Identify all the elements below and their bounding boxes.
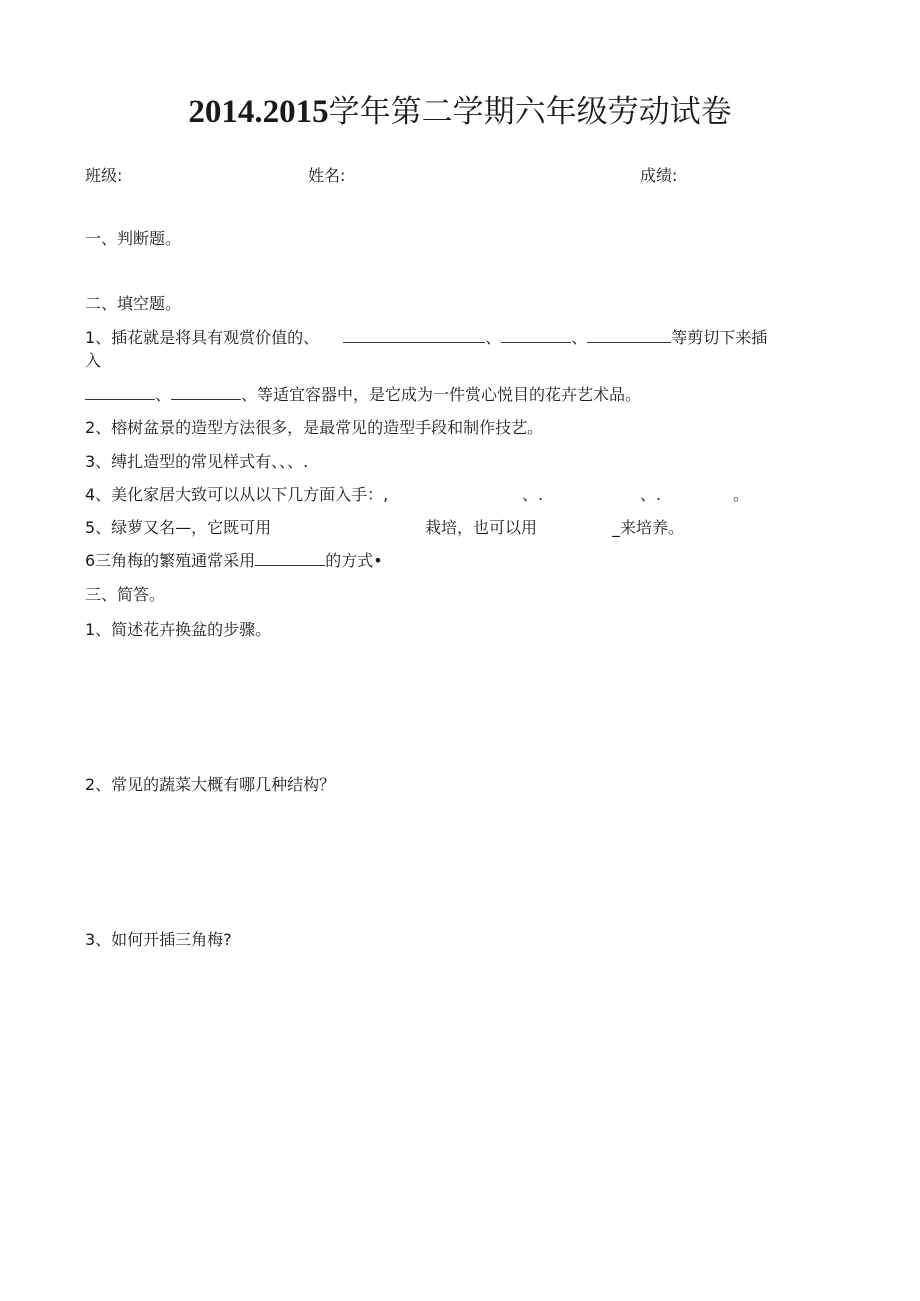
page-title: [0, 86, 920, 131]
fill-question-5: 5、绿萝又名—，它既可用: [85, 518, 272, 537]
section-judgement-heading: 一、判断题。: [85, 229, 182, 248]
section-short-answer-heading: 三、简答。: [85, 585, 166, 604]
section-fill-heading: 二、填空题。: [85, 294, 182, 313]
fill-question-1-continued: 、 、等适宜容器中，是它成为一件赏心悦目的花卉艺术品。: [85, 385, 641, 405]
fill-blank[interactable]: [255, 551, 325, 566]
short-answer-question-1: 1、简述花卉换盆的步骤。: [85, 620, 272, 639]
fill-blank[interactable]: [85, 385, 155, 400]
short-answer-question-3: 3、如何开插三角梅?: [85, 930, 232, 949]
fill-question-4-end: 。: [733, 485, 750, 504]
title-text: 学年第二学期六年级劳动试卷: [328, 94, 732, 130]
fill-question-3: 3、缚扎造型的常见样式有、、、.: [85, 452, 309, 471]
short-answer-question-2: 2、常见的蔬菜大概有哪几种结构？: [85, 775, 336, 794]
class-label: 班级:: [85, 166, 123, 185]
fill-question-5-end: _来培养。: [612, 518, 685, 537]
fill-blank[interactable]: [587, 328, 671, 343]
title-year: 2014.2015: [188, 94, 329, 130]
fill-blank[interactable]: [343, 328, 485, 343]
fill-question-5-mid: 栽培，也可以用: [425, 518, 538, 537]
score-label: 成绩:: [640, 166, 678, 185]
fill-question-4-sep-1: 、.: [522, 485, 544, 504]
fill-question-4-sep-2: 、.: [640, 485, 662, 504]
fill-question-1: 1、插花就是将具有观赏价值的、 、 、 等剪切下来插: [85, 328, 768, 347]
fill-question-2: 2、榕树盆景的造型方法很多，是最常见的造型手段和制作技艺。: [85, 418, 544, 437]
name-label: 姓名:: [308, 166, 346, 185]
fill-blank[interactable]: [171, 385, 241, 400]
fill-blank[interactable]: [501, 328, 571, 343]
fill-question-4: 4、美化家居大致可以从以下几方面入手：,: [85, 485, 389, 504]
fill-question-1-wrap: 入: [85, 351, 102, 370]
fill-question-6: 6三角梅的繁殖通常采用 的方式•: [85, 551, 383, 570]
